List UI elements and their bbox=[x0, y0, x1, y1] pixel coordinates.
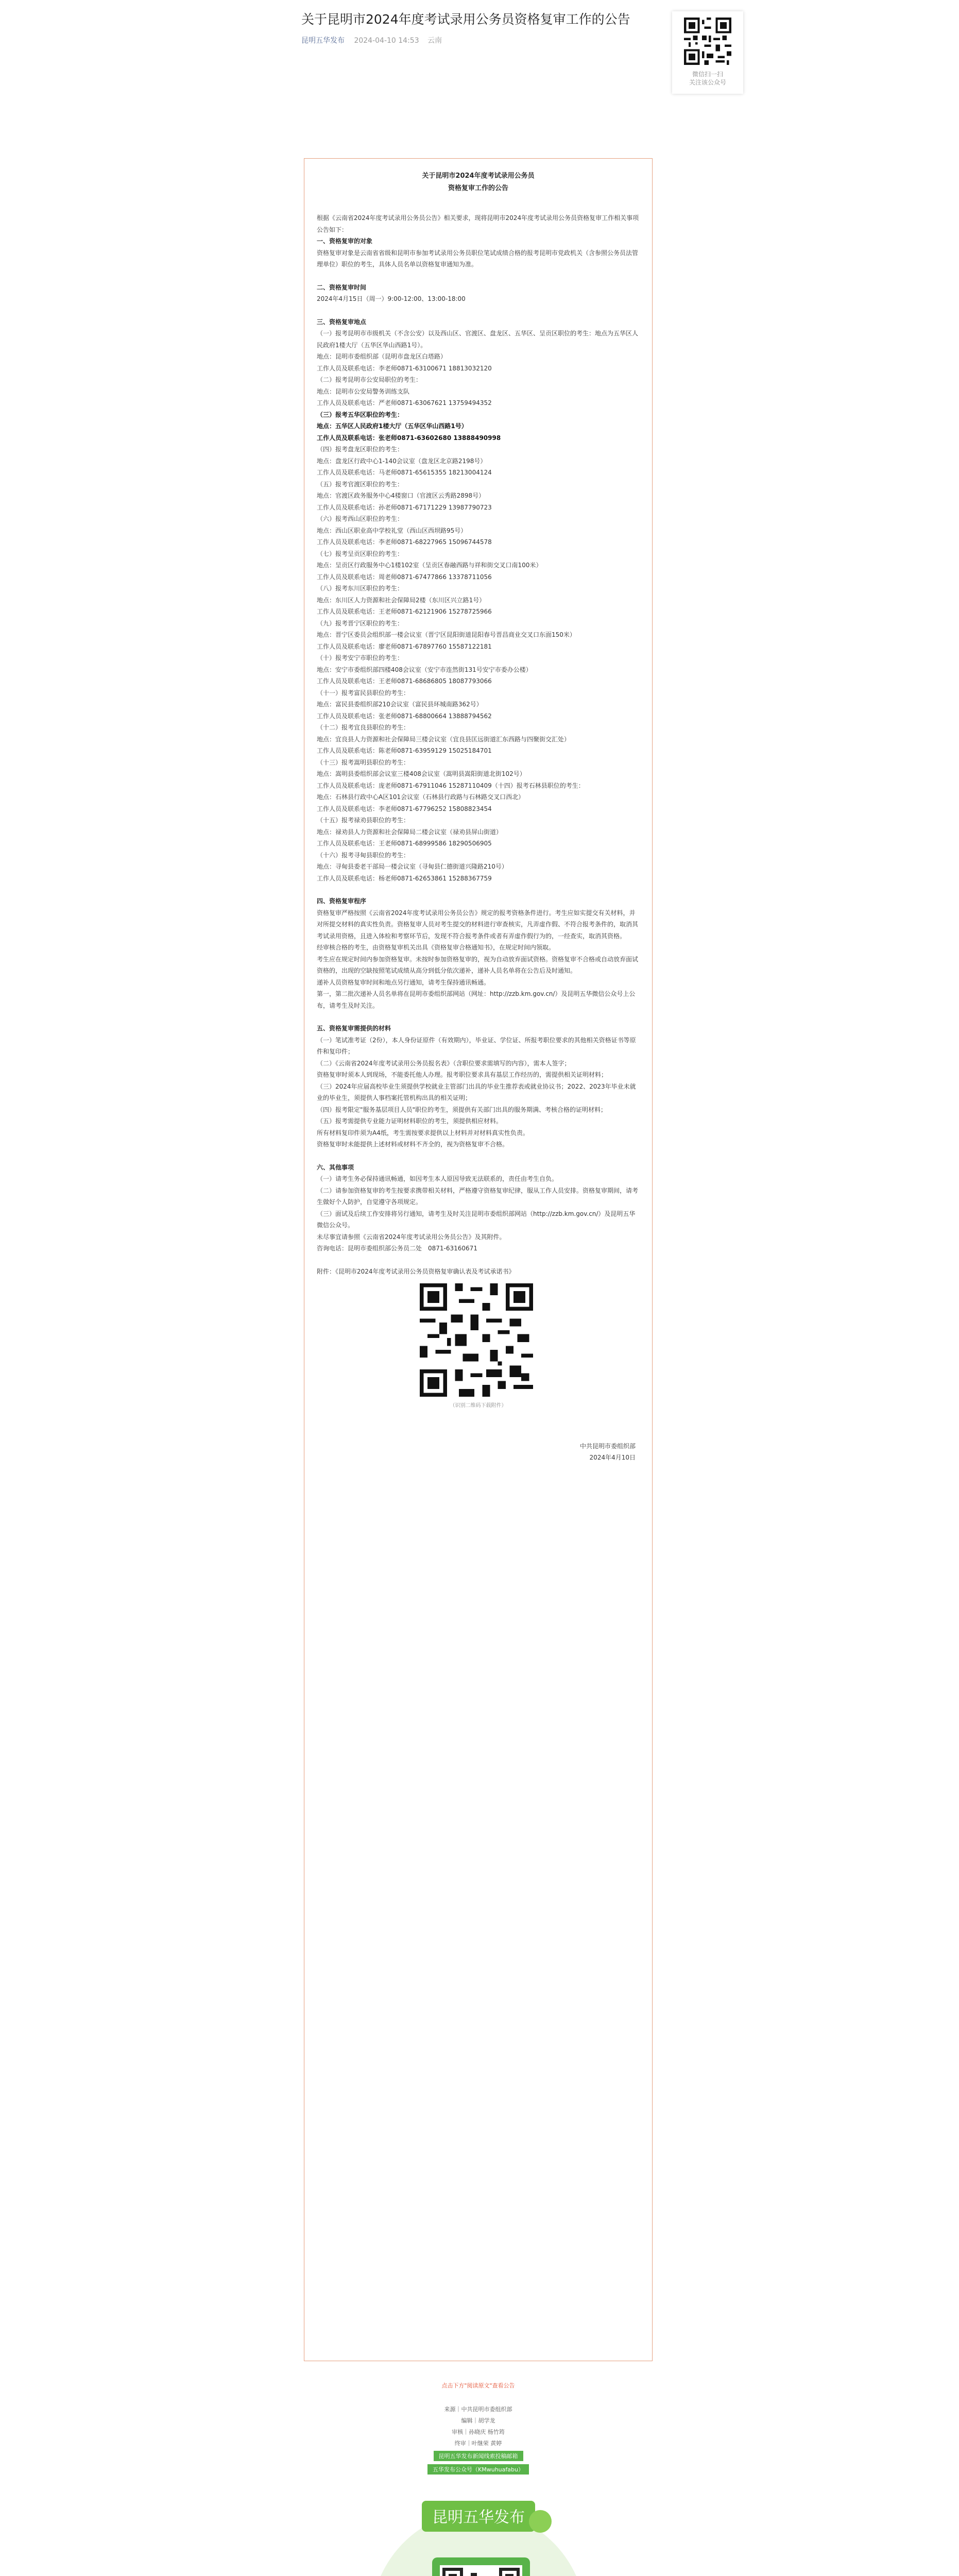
paragraph: 工作人员及联系电话：孙老师0871-67171229 13987790723 bbox=[317, 503, 492, 511]
signature bbox=[317, 1440, 640, 1463]
paragraph: 地点：呈贡区行政服务中心1楼102室（呈贡区春融西路与祥和街交叉口南100米） bbox=[317, 562, 542, 569]
poster-title: 昆明五华发布 bbox=[432, 2509, 525, 2527]
article-meta bbox=[301, 35, 662, 45]
article-footer bbox=[304, 2381, 653, 2576]
paragraph: 工作人员及联系电话：马老师0871-65615355 18213004124 bbox=[317, 469, 492, 476]
paragraph-gap bbox=[317, 305, 640, 316]
paragraph: 地点：寻甸县委老干部局一楼会议室（寻甸县仁德街道兴隆路210号） bbox=[317, 863, 508, 870]
notice-body bbox=[317, 212, 640, 1277]
paragraph: 第一，第二批次递补人员名单将在昆明市委组织部网站（网址：http://zzb.km.gov.cn/）及昆明五华微信公众号上公布，请考生及时关注。 bbox=[317, 990, 636, 1009]
credit-reviewer: 审核｜孙晓庆 杨竹筠 bbox=[452, 2429, 505, 2435]
notice-heading-line2: 资格复审工作的公告 bbox=[448, 184, 508, 192]
paragraph: （十）报考安宁市职位的考生： bbox=[317, 654, 404, 662]
paragraph: （三）面试及后续工作安排将另行通知，请考生及时关注昆明市委组织部网站（http://zzb.km.gov.cn/）及昆明五华微信公众号。 bbox=[317, 1210, 636, 1229]
paragraph-gap bbox=[317, 1150, 640, 1162]
sign-org: 中共昆明市委组织部 bbox=[579, 1443, 636, 1450]
qr-hint-line2: 关注该公众号 bbox=[689, 79, 726, 86]
article-content bbox=[304, 158, 653, 2361]
read-more-hint: 点击下方"阅读原文"查看公告 bbox=[441, 2382, 515, 2389]
notice-heading-line1: 关于昆明市2024年度考试录用公务员 bbox=[422, 172, 535, 180]
paragraph: （三）2024年应届高校毕业生须提供学校就业主管部门出具的毕业生推荐表或就业协议书；2022、2023年毕业未就业的毕业生，须提供人事档案托管机构出具的相关证明； bbox=[317, 1082, 636, 1101]
paragraph: 地点：东川区人力资源和社会保障局2楼（东川区兴立路1号） bbox=[317, 596, 486, 604]
paragraph: 地点：安宁市委组织部四楼408会议室（安宁市连然街131号安宁市委办公楼） bbox=[317, 666, 532, 673]
credit-final: 终审｜叶继荣 黄婷 bbox=[454, 2440, 502, 2447]
paragraph: 工作人员及联系电话：张老师0871-63602680 13888490998 bbox=[317, 434, 501, 442]
paragraph: 工作人员及联系电话：廖老师0871-67897760 15587122181 bbox=[317, 642, 492, 650]
paragraph: 所有材料复印件须为A4纸，考生需按要求提供以上材料并对材料真实性负责。 bbox=[317, 1129, 529, 1137]
paragraph: （二）报考昆明市公安局职位的考生： bbox=[317, 376, 422, 383]
paragraph: 递补人员资格复审时间和地点另行通知，请考生保持通讯畅通。 bbox=[317, 978, 490, 986]
paragraph: （八）报考东川区职位的考生： bbox=[317, 585, 404, 592]
paragraph: （一）笔试准考证（2份），本人身份证原件（有效期内），毕业证、学位证、所报考职位要求的其他相关资格证书等原件和复印件； bbox=[317, 1036, 636, 1055]
paragraph: 地点：嵩明县委组织部会议室三楼408会议室（嵩明县嵩阳街道北街102号） bbox=[317, 770, 526, 777]
paragraph: 工作人员及联系电话：李老师0871-63100671 18813032120 bbox=[317, 364, 492, 372]
article-header bbox=[301, 9, 662, 45]
paragraph: 未尽事宜请参照《云南省2024年度考试录用公务员公告》及其附件。 bbox=[317, 1233, 506, 1241]
paragraph: 资格复审严格按照《云南省2024年度考试录用公务员公告》规定的报考资格条件进行。考生应如实提交有关材料，并对所提交材料的真实性负责。资格复审人员对考生提交的材料进行审查核实，凡弄虚作假、不符合报考条件的，取消其考试录用资格，且进入体检和考察环节后，发现不符合报考条件或者有弄虚作假行为的，一经查实，取消其资格。 bbox=[317, 909, 639, 940]
paragraph: 地点：昆明市公安局警务训练支队 bbox=[317, 387, 410, 395]
paragraph: 地点：盘龙区行政中心1-140会议室（盘龙区北京路2198号） bbox=[317, 457, 487, 465]
paragraph: 资格复审对象是云南省省级和昆明市参加考试录用公务员职位笔试成绩合格的报考昆明市党政机关（含参照公务员法管理单位）职位的考生，具体人员名单以资格复审通知为准。 bbox=[317, 249, 639, 268]
sign-date: 2024年4月10日 bbox=[589, 1454, 636, 1461]
qr-caption: （识别二维码下载附件） bbox=[450, 1403, 507, 1409]
paragraph: （四）报考盘龙区职位的考生： bbox=[317, 446, 404, 453]
paragraph: 地点：官渡区政务服务中心4楼窗口（官渡区云秀路2898号） bbox=[317, 492, 485, 499]
paragraph: （十一）报考富民县职位的考生： bbox=[317, 689, 410, 697]
paragraph-gap bbox=[317, 1255, 640, 1266]
paragraph: 经审核合格的考生，由资格复审机关出具《资格复审合格通知书》，在规定时间内领取。 bbox=[317, 944, 555, 951]
paragraph: 地点：富民县委组织部210会议室（富民县环城南路362号） bbox=[317, 701, 483, 708]
section-heading: 二、资格复审时间 bbox=[317, 283, 367, 291]
paragraph: （六）报考西山区职位的考生： bbox=[317, 515, 404, 522]
paragraph: 资格复审时须本人到现场，不能委托他人办理。报考职位要求具有基层工作经历的，需提供相关证明材料； bbox=[317, 1071, 608, 1078]
paragraph: （三）报考五华区职位的考生： bbox=[317, 411, 404, 418]
paragraph: 地点：西山区职业高中学校礼堂（西山区西坝路95号） bbox=[317, 527, 467, 534]
paragraph: 根据《云南省2024年度考试录用公务员公告》相关要求，现将昆明市2024年度考试录用公务员资格复审工作相关事项公告如下： bbox=[317, 214, 639, 233]
paragraph: 工作人员及联系电话：张老师0871-68800664 13888794562 bbox=[317, 712, 492, 720]
paragraph: 工作人员及联系电话：李老师0871-67796252 15808823454 bbox=[317, 805, 492, 812]
credit-editor: 编辑｜胡学龙 bbox=[461, 2417, 495, 2424]
section-heading: 五、资格复审需提供的材料 bbox=[317, 1025, 391, 1032]
paragraph-gap bbox=[317, 884, 640, 895]
credit-source: 来源｜中共昆明市委组织部 bbox=[444, 2406, 512, 2413]
paragraph: 工作人员及联系电话：李老师0871-68227965 15096744578 bbox=[317, 538, 492, 546]
paragraph: 地点：宜良县人力资源和社会保障局三楼会议室（宜良县匡远街道汇东西路与四聚街交汇处） bbox=[317, 735, 571, 743]
section-heading: 一、资格复审的对象 bbox=[317, 238, 373, 245]
paragraph: 附件：《昆明市2024年度考试录用公务员资格复审确认表及考试承诺书》 bbox=[317, 1267, 515, 1275]
account-banner: 五华发布公众号（KMwuhuafabu） bbox=[427, 2464, 529, 2475]
section-heading: 三、资格复审地点 bbox=[317, 318, 367, 326]
paragraph: 地点：五华区人民政府1楼大厅（五华区华山西路1号） bbox=[317, 422, 468, 430]
paragraph: 地点：石林县行政中心A区101会议室（石林县行政路与石林路交叉口西北） bbox=[317, 793, 525, 801]
paragraph-gap bbox=[317, 1011, 640, 1023]
paragraph: （十五）报考禄劝县职位的考生： bbox=[317, 817, 410, 824]
account-qr-code-icon bbox=[684, 18, 731, 65]
account-name-link[interactable]: 昆明五华发布 bbox=[301, 37, 345, 45]
paragraph: 工作人员及联系电话：王老师0871-68686805 18087793066 bbox=[317, 677, 492, 685]
publish-location: 云南 bbox=[427, 37, 442, 45]
paragraph: 咨询电话：昆明市委组织部公务员二处 0871-63160671 bbox=[317, 1245, 477, 1252]
paragraph: 工作人员及联系电话：陈老师0871-63959129 15025184701 bbox=[317, 747, 492, 754]
paragraph: （十六）报考寻甸县职位的考生： bbox=[317, 851, 410, 859]
page-title: 关于昆明市2024年度考试录用公务员资格复审工作的公告 bbox=[301, 12, 630, 27]
attachment-qr-code-icon[interactable] bbox=[420, 1283, 533, 1397]
paragraph: （十三）报考嵩明县职位的考生： bbox=[317, 758, 410, 766]
paragraph: （九）报考晋宁区职位的考生： bbox=[317, 619, 404, 627]
paragraph: 2024年4月15日（周一）9:00-12:00、13:00-18:00 bbox=[317, 295, 466, 302]
section-heading: 六、其他事项 bbox=[317, 1163, 354, 1171]
paragraph: （五）报考需提供专业能力证明材料职位的考生，须提供相应材料。 bbox=[317, 1117, 503, 1125]
qr-hint-line1: 微信扫一扫 bbox=[692, 71, 723, 78]
credits bbox=[304, 2404, 653, 2449]
paragraph: （五）报考官渡区职位的考生： bbox=[317, 480, 404, 488]
paragraph: 工作人员及联系电话：王老师0871-68999586 18290506905 bbox=[317, 840, 492, 847]
paragraph: 地点：晋宁区委员会组织部一楼会议室（晋宁区昆阳街道昆阳春号晋昌商业交叉口东面150米） bbox=[317, 631, 576, 638]
paragraph: （二）请参加资格复审的考生按要求携带相关材料，严格遵守资格复审纪律，服从工作人员安排。资格复审期间，请考生做好个人防护，自觉遵守各项规定。 bbox=[317, 1187, 639, 1206]
paragraph: 工作人员及联系电话：严老师0871-63067621 13759494352 bbox=[317, 399, 492, 406]
follow-poster-image[interactable] bbox=[360, 2490, 597, 2576]
follow-qr-card bbox=[672, 11, 743, 94]
paragraph: 工作人员及联系电话：周老师0871-67477866 13378711056 bbox=[317, 573, 492, 581]
paragraph: （四）报考限定"服务基层项目人员"职位的考生，须提供有关部门出具的服务期满、考核合格的证明材料； bbox=[317, 1106, 607, 1113]
paragraph: 资格复审时未能提供上述材料或材料不齐全的，视为资格复审不合格。 bbox=[317, 1141, 509, 1148]
paragraph: 工作人员及联系电话：王老师0871-62121906 15278725966 bbox=[317, 608, 492, 615]
paragraph: （十二）报考宜良县职位的考生： bbox=[317, 724, 410, 731]
paragraph: 工作人员及联系电话：庞老师0871-67911046 15287110409（十四）报考石林县职位的考生： bbox=[317, 782, 585, 789]
paragraph: （一）报考昆明市市级机关（不含公安）以及西山区、官渡区、盘龙区、五华区、呈贡区职位的考生：地点为五华区人民政府1楼大厅（五华区华山西路1号）。 bbox=[317, 330, 639, 349]
paragraph-gap bbox=[317, 270, 640, 282]
section-heading: 四、资格复审程序 bbox=[317, 897, 367, 905]
paragraph: （二）《云南省2024年度考试录用公务员报名表》（含职位要求需填写的内容），需本人签字； bbox=[317, 1059, 571, 1067]
publish-date: 2024-04-10 14:53 bbox=[354, 37, 419, 45]
paragraph: 地点：昆明市委组织部（昆明市盘龙区白塔路） bbox=[317, 353, 447, 360]
paragraph: 考生应在规定时间内参加资格复审。未按时参加资格复审的，视为自动放弃面试资格。资格复审不合格或自动放弃面试资格的，出现的空缺按照笔试成绩从高分到低分依次递补，递补人员名单将在公告后及时通知。 bbox=[317, 955, 639, 974]
paragraph: 地点：禄劝县人力资源和社会保障局二楼会议室（禄劝县屏山街道） bbox=[317, 828, 503, 836]
paragraph: （一）请考生务必保持通讯畅通，如因考生本人原因导致无法联系的，责任由考生自负。 bbox=[317, 1175, 558, 1182]
paragraph: （七）报考呈贡区职位的考生： bbox=[317, 550, 404, 557]
submission-banner: 昆明五华发布新闻线索投稿邮箱 bbox=[434, 2451, 523, 2461]
notice-heading bbox=[317, 170, 640, 195]
paragraph: 工作人员及联系电话：杨老师0871-62653861 15288367759 bbox=[317, 874, 492, 882]
